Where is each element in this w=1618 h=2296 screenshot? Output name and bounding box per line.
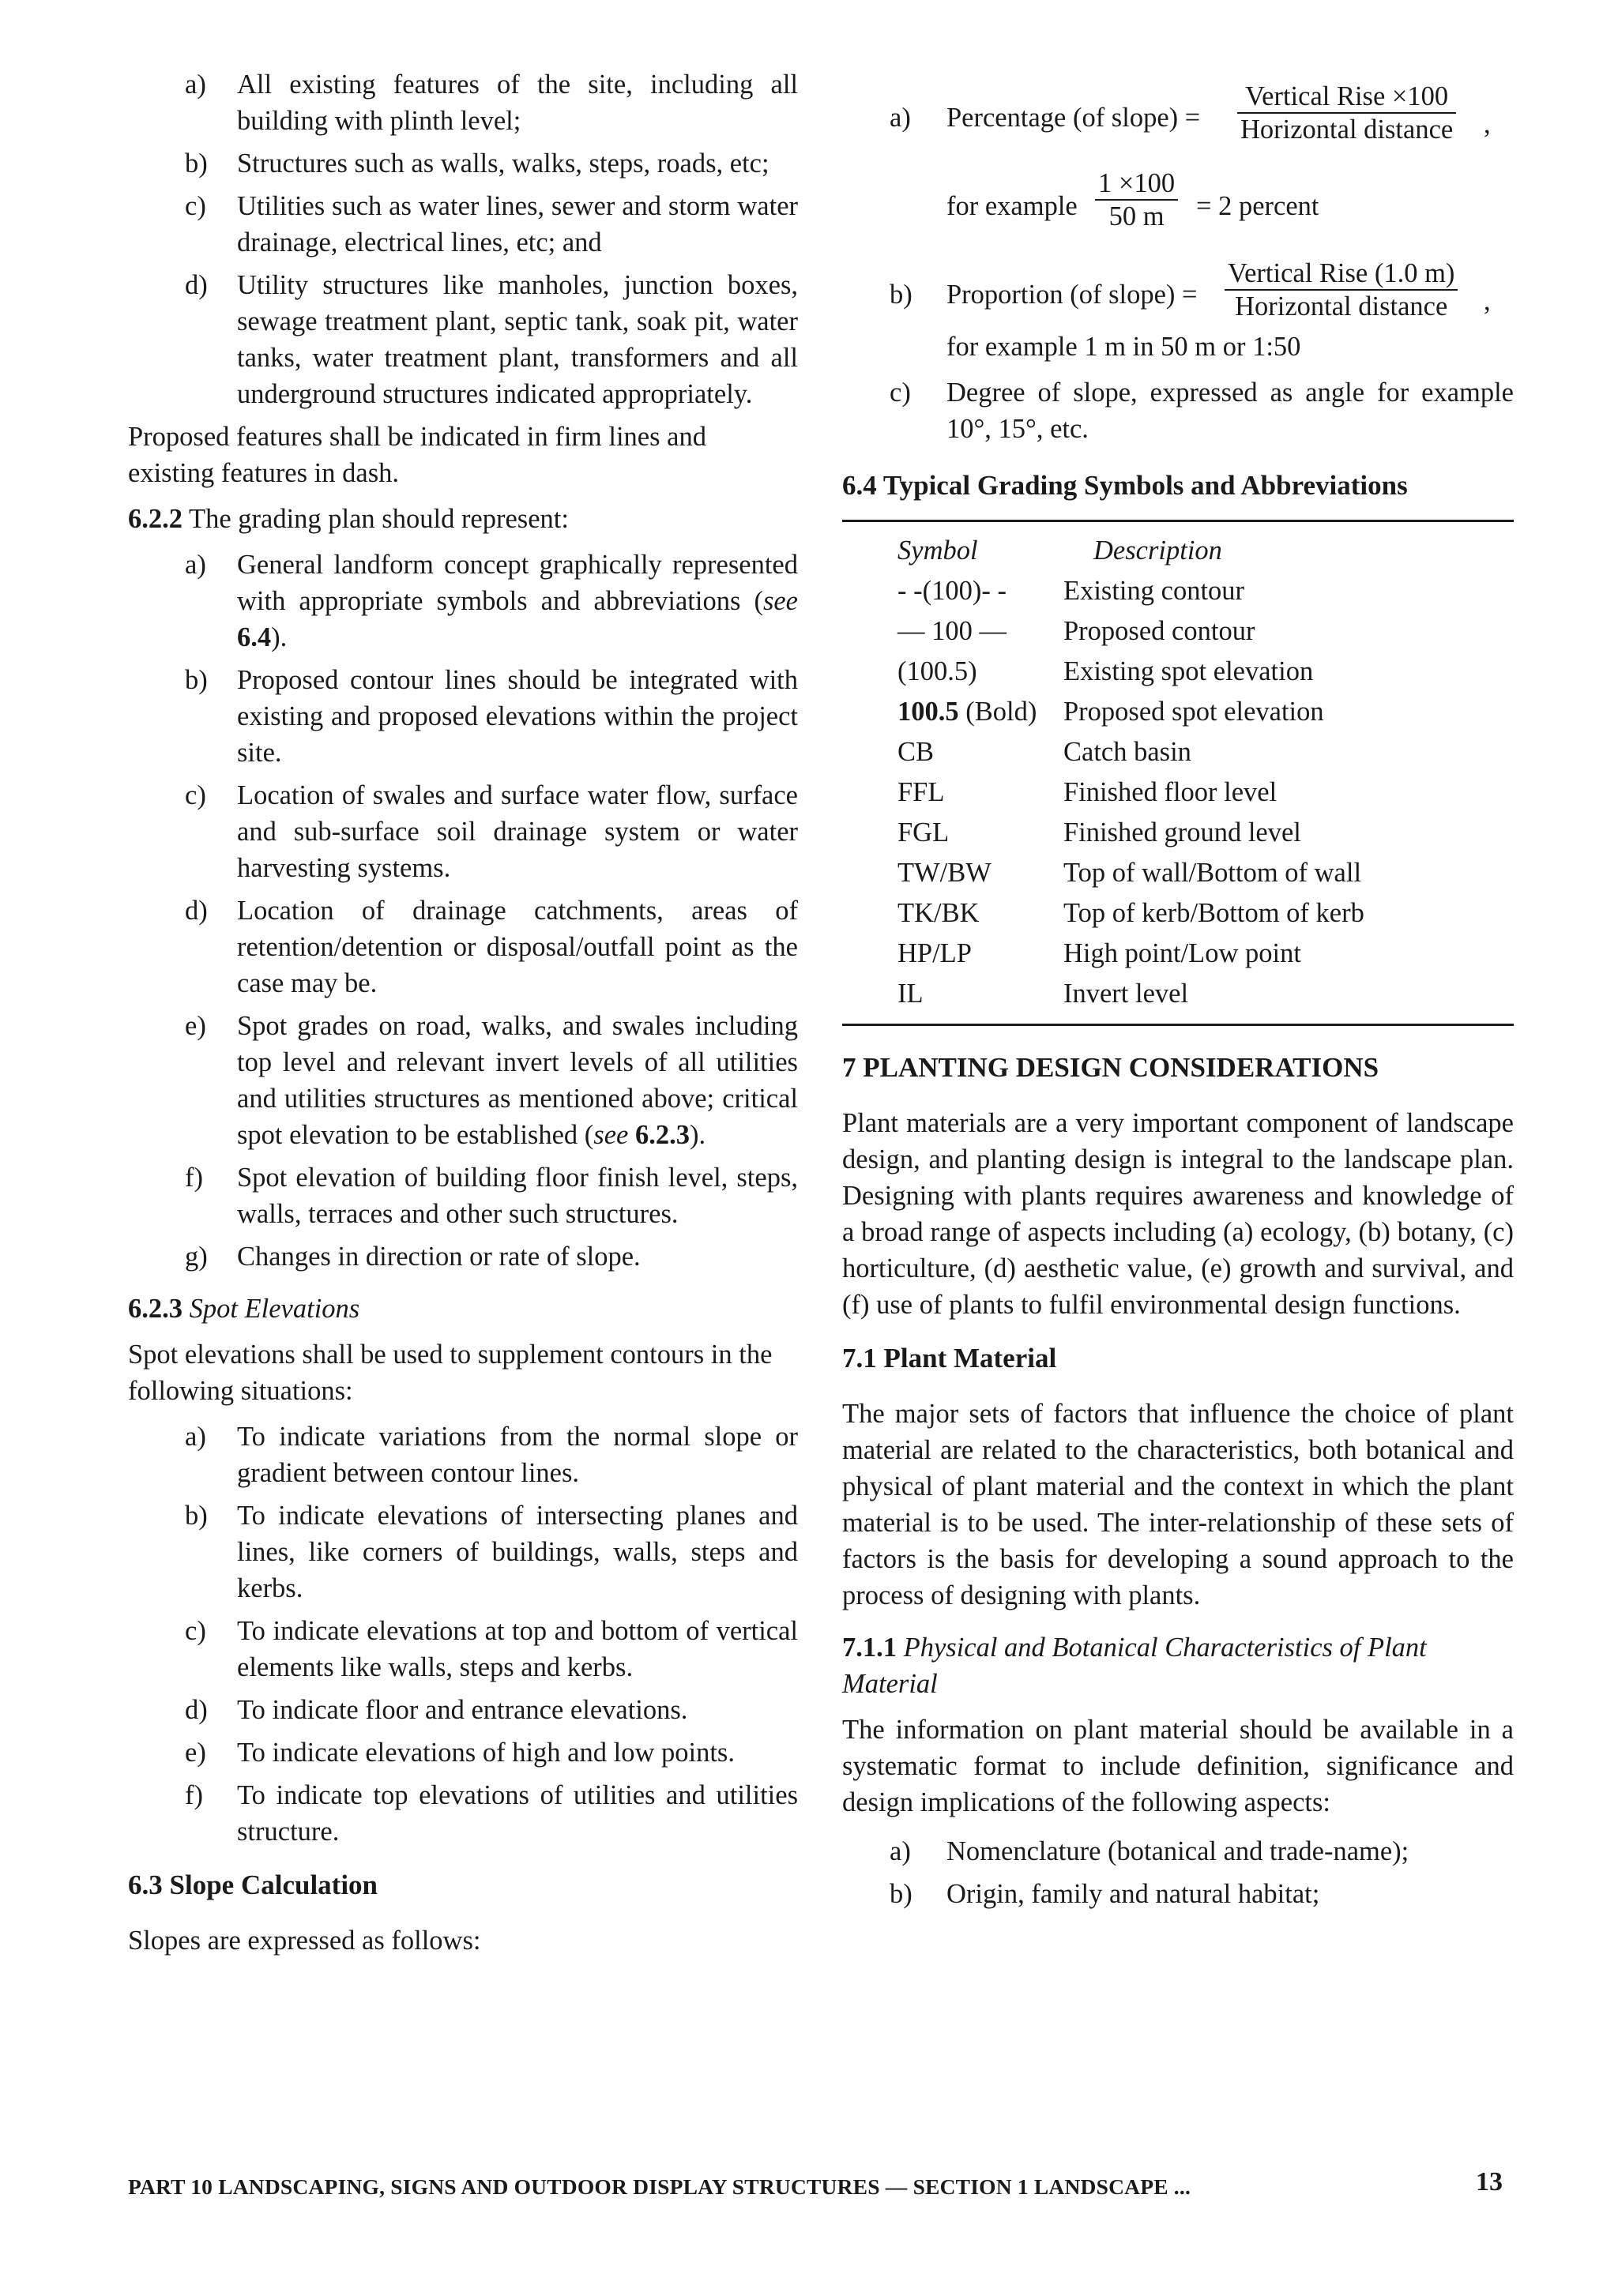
spot-elevations-intro: Spot elevations shall be used to supplement contours in the following situations:	[128, 1340, 773, 1406]
page-footer: PART 10 LANDSCAPING, SIGNS AND OUTDOOR DISPLAY STRUCTURES — SECTION 1 LANDSCAPE ...	[128, 2174, 1191, 2199]
symbol-cell: HP/LP	[897, 938, 972, 968]
symbol-cell: IL	[897, 979, 924, 1009]
list-marker: f)	[185, 1780, 203, 1810]
list-marker: d)	[185, 1695, 208, 1725]
list-item	[842, 374, 1514, 447]
list-item	[128, 267, 798, 412]
formula-example	[842, 160, 1514, 253]
section-7-heading: 7 PLANTING DESIGN CONSIDERATIONS	[842, 1052, 1379, 1083]
section-number: 6.2.2	[128, 504, 182, 534]
existing-features-list	[128, 66, 798, 412]
list-item	[128, 1692, 798, 1728]
section-7-1-heading: 7.1 Plant Material	[842, 1343, 1057, 1373]
fraction-numerator: 1 ×100	[1095, 167, 1178, 201]
section-7-1-paragraph: The major sets of factors that influence the choice of plant material are related to the characteristics, both botanical and physical of plant material and the context in which the plant material is to be used. The inter-relationship of these sets of factors is the basis for developing a sound approach to the process of designing with plants.	[842, 1399, 1514, 1610]
section-7-paragraph: Plant materials are a very important component of landscape design, and planting design is integral to the landscape plan. Designing with plants requires awareness and knowledge of a broad range of aspects including (a) ecology, (b) botany, (c) horticulture, (d) aesthetic value, (e) growth and survival, and (f) use of plants to fulfil environmental design functions.	[842, 1108, 1514, 1320]
list-item-text: Proposed contour lines should be integrated with existing and proposed elevations within the project site.	[237, 665, 798, 768]
list-marker: c)	[185, 780, 206, 810]
table-row	[842, 690, 1514, 731]
formula-proportion	[842, 253, 1514, 330]
symbol-cell: TW/BW	[897, 858, 991, 888]
description-cell: High point/Low point	[1063, 938, 1301, 968]
column-header-symbol: Symbol	[897, 535, 978, 566]
list-item	[128, 777, 798, 886]
grading-plan-list	[128, 547, 798, 1275]
fraction-numerator: Vertical Rise ×100	[1237, 81, 1456, 114]
section-text: The grading plan should represent:	[189, 504, 569, 534]
description-cell: Finished floor level	[1063, 777, 1277, 807]
list-item	[128, 1734, 798, 1771]
list-marker: b)	[890, 280, 912, 310]
list-marker: a)	[890, 103, 911, 133]
list-marker: b)	[890, 1879, 912, 1909]
list-marker: e)	[185, 1011, 206, 1041]
symbol-cell: - -(100)- -	[897, 576, 1007, 606]
see-text: see	[593, 1120, 629, 1150]
example-label: for example	[946, 191, 1078, 221]
list-item-text: Spot grades on road, walks, and swales including top level and relevant invert levels of all utilities and utilities structures as mentioned above; critical spot elevation to be established (	[237, 1011, 798, 1150]
plant-aspects-list	[842, 1833, 1514, 1912]
list-item-text: Degree of slope, expressed as angle for example 10°, 15°, etc.	[946, 378, 1514, 444]
see-text: see	[762, 586, 798, 616]
list-marker: e)	[185, 1738, 206, 1768]
list-item-text: Location of swales and surface water flow, surface and sub-surface soil drainage system or water harvesting systems.	[237, 780, 798, 883]
list-item-text: General landform concept graphically represented with appropriate symbols and abbreviations (	[237, 550, 798, 616]
fraction-denominator: 50 m	[1108, 201, 1165, 231]
section-reference: 6.4	[237, 622, 272, 652]
symbol-cell: (100.5)	[897, 656, 977, 686]
list-marker: a)	[890, 1836, 911, 1866]
list-marker: b)	[185, 1501, 208, 1531]
slopes-intro: Slopes are expressed as follows:	[128, 1926, 481, 1956]
table-row	[842, 932, 1514, 972]
section-reference: 6.2.3	[634, 1120, 690, 1150]
table-row	[842, 569, 1514, 610]
list-item-text: Nomenclature (botanical and trade-name);	[946, 1836, 1409, 1866]
list-item-tail: ).	[689, 1120, 706, 1150]
left-column	[128, 66, 798, 1968]
list-item-text: Utilities such as water lines, sewer and storm water drainage, electrical lines, etc; and	[237, 191, 798, 257]
proposed-features-paragraph: Proposed features shall be indicated in firm lines and existing features in dash.	[128, 422, 706, 488]
section-7-1-1-heading	[842, 1629, 1514, 1702]
table-row	[842, 771, 1514, 811]
table-row	[842, 892, 1514, 932]
section-number: 7.1.1	[842, 1633, 897, 1663]
list-marker: a)	[185, 70, 206, 100]
list-marker: d)	[185, 896, 208, 926]
list-item-text: Structures such as walls, walks, steps, roads, etc;	[237, 148, 769, 178]
list-marker: f)	[185, 1163, 203, 1193]
list-item-text: Origin, family and natural habitat;	[946, 1879, 1320, 1909]
table-row	[842, 811, 1514, 851]
formula-label: Proportion (of slope) =	[946, 280, 1198, 310]
table-row	[842, 851, 1514, 892]
formula-percentage	[842, 66, 1514, 160]
list-item-text: To indicate floor and entrance elevations.	[237, 1695, 688, 1725]
section-title: Physical and Botanical Characteristics of Plant Material	[842, 1633, 1427, 1699]
fraction-denominator: Horizontal distance	[1240, 115, 1454, 145]
table-header-row	[842, 521, 1514, 570]
table-row	[842, 731, 1514, 771]
list-item-text: To indicate elevations of intersecting planes and lines, like corners of buildings, walls, steps and kerbs.	[237, 1501, 798, 1603]
list-item-text: To indicate top elevations of utilities and utilities structure.	[237, 1780, 798, 1847]
list-item	[128, 1008, 798, 1153]
description-cell: Proposed spot elevation	[1063, 697, 1324, 727]
symbol-cell: — 100 —	[897, 616, 1007, 646]
spot-elevations-list	[128, 1419, 798, 1850]
list-marker: c)	[185, 1616, 206, 1646]
description-cell: Existing contour	[1063, 576, 1245, 606]
list-marker: g)	[185, 1242, 208, 1272]
list-item-text: To indicate elevations at top and bottom of vertical elements like walls, steps and kerbs.	[237, 1616, 798, 1682]
fraction-denominator: Horizontal distance	[1235, 291, 1448, 321]
list-marker: a)	[185, 550, 206, 580]
bold-symbol: 100.5	[897, 697, 959, 727]
fraction-numerator: Vertical Rise (1.0 m)	[1225, 257, 1458, 291]
list-marker: c)	[890, 378, 911, 408]
section-number: 6.2.3	[128, 1294, 182, 1324]
list-marker: d)	[185, 270, 208, 300]
section-6-4-heading: 6.4 Typical Grading Symbols and Abbreviations	[842, 470, 1408, 501]
description-cell: Catch basin	[1063, 737, 1191, 767]
symbol-cell	[842, 690, 1063, 731]
formula-label: Percentage (of slope) =	[946, 103, 1201, 133]
fraction	[1237, 81, 1456, 145]
list-item	[128, 547, 798, 656]
proportion-example: for example 1 m in 50 m or 1:50	[946, 332, 1301, 362]
list-item-text: Spot elevation of building floor finish level, steps, walls, terraces and other such structures.	[237, 1163, 798, 1229]
list-item	[128, 145, 798, 182]
comma: ,	[1484, 286, 1491, 316]
list-marker: b)	[185, 148, 208, 178]
grading-symbols-table	[842, 520, 1514, 1026]
list-item	[128, 1777, 798, 1850]
list-marker: b)	[185, 665, 208, 695]
right-column	[842, 66, 1514, 1918]
list-item	[128, 662, 798, 771]
list-item	[128, 1238, 798, 1275]
page-number: 13	[1476, 2167, 1503, 2196]
section-7-1-1-paragraph: The information on plant material should be available in a systematic format to include definition, significance and design implications of the following aspects:	[842, 1715, 1514, 1817]
section-6-3-heading: 6.3 Slope Calculation	[128, 1869, 378, 1900]
section-title: Spot Elevations	[189, 1294, 360, 1324]
list-item-text: To indicate variations from the normal slope or gradient between contour lines.	[237, 1422, 798, 1488]
table-row	[842, 610, 1514, 650]
column-header-description: Description	[1093, 535, 1222, 566]
section-6-2-3-heading	[128, 1291, 798, 1327]
fraction	[1225, 257, 1458, 322]
list-marker: c)	[185, 191, 206, 221]
description-cell: Existing spot elevation	[1063, 656, 1314, 686]
list-item	[128, 1419, 798, 1491]
table-row	[842, 650, 1514, 690]
symbol-cell: CB	[897, 737, 935, 767]
symbol-cell: TK/BK	[897, 898, 980, 928]
list-item	[128, 1159, 798, 1232]
list-item-text: Location of drainage catchments, areas of retention/detention or disposal/outfall point as the case may be.	[237, 896, 798, 998]
list-item	[128, 892, 798, 1001]
list-item	[128, 1613, 798, 1685]
list-item-text: Changes in direction or rate of slope.	[237, 1242, 641, 1272]
list-item	[128, 1497, 798, 1606]
list-item	[842, 1876, 1514, 1912]
symbol-cell: FFL	[897, 777, 945, 807]
section-6-2-2	[128, 501, 798, 537]
symbol-suffix: (Bold)	[958, 697, 1037, 727]
example-result: = 2 percent	[1196, 191, 1319, 221]
description-cell: Proposed contour	[1063, 616, 1255, 646]
list-item	[842, 1833, 1514, 1869]
description-cell: Top of kerb/Bottom of kerb	[1063, 898, 1364, 928]
list-marker: a)	[185, 1422, 206, 1452]
list-item-text: Utility structures like manholes, junction boxes, sewage treatment plant, septic tank, soak pit, water tanks, water treatment plant, transformers and all underground structures indicated appropriately.	[237, 270, 798, 409]
fraction	[1095, 167, 1178, 232]
description-cell: Finished ground level	[1063, 817, 1301, 847]
description-cell: Top of wall/Bottom of wall	[1063, 858, 1362, 888]
symbol-cell: FGL	[897, 817, 950, 847]
description-cell: Invert level	[1063, 979, 1189, 1009]
comma: ,	[1484, 109, 1491, 139]
list-item-text: To indicate elevations of high and low points.	[237, 1738, 735, 1768]
list-item	[128, 66, 798, 139]
list-item-tail: ).	[271, 622, 288, 652]
table-row	[842, 972, 1514, 1025]
list-item	[128, 188, 798, 261]
list-item-text: All existing features of the site, including all building with plinth level;	[237, 70, 798, 136]
